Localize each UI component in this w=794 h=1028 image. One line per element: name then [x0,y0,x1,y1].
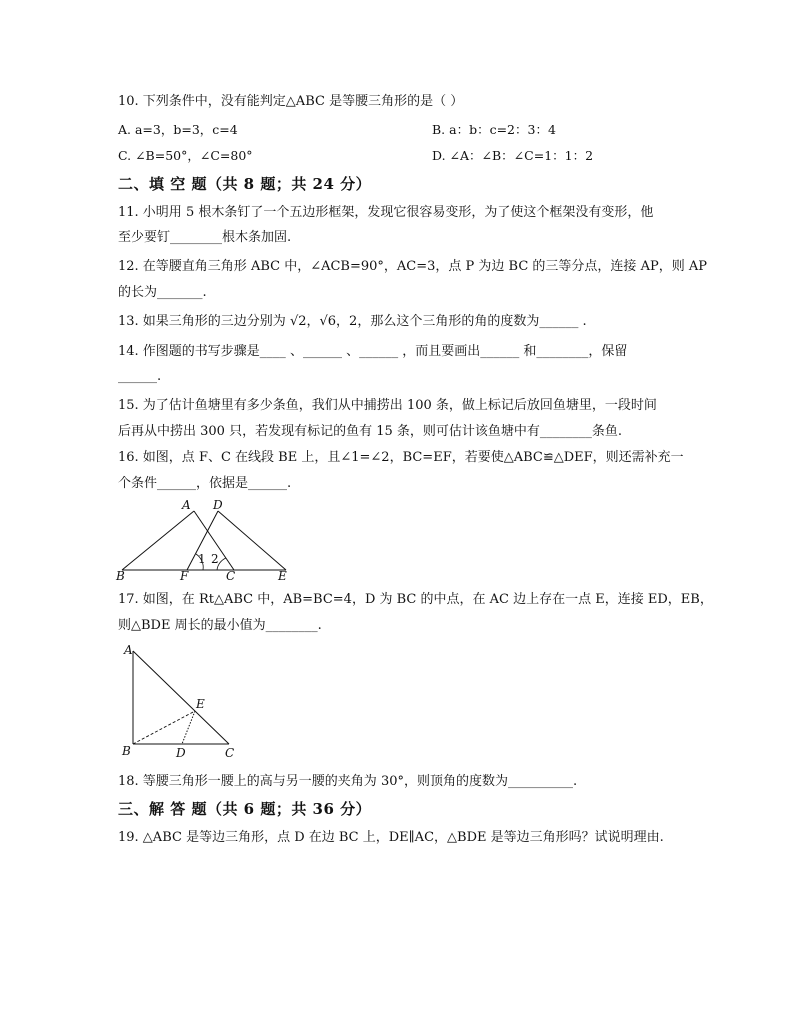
q16-line2: 个条件______，依据是______. [118,476,292,491]
q12-line2: 的长为_______. [118,285,207,300]
q10-option-c: C. ∠B=50°，∠C=80° [118,148,253,163]
q16-label-1: 1 [198,552,206,566]
q16-label-c: C [226,569,236,583]
q17-label-e: E [196,697,205,711]
section3-heading: 三、解 答 题（共 6 题；共 36 分） [118,800,372,818]
q10-option-a: A. a=3，b=3，c=4 [118,122,238,137]
q19-line1: 19. △ABC 是等边三角形，点 D 在边 BC 上，DE∥AC，△BDE 是等边三角形吗？试说明理由. [118,830,664,845]
q17-figure [116,640,246,764]
q17-label-a: A [124,643,133,657]
q15-line2: 后再从中捞出 300 只，若发现有标记的鱼有 15 条，则可估计该鱼塘中有________条鱼. [118,424,623,439]
q16-label-a: A [182,498,191,512]
section2-heading: 二、填 空 题（共 8 题；共 24 分） [118,175,372,193]
q16-label-e: E [278,569,287,583]
q11-line1: 11. 小明用 5 根木条钉了一个五边形框架，发现它很容易变形，为了使这个框架没有变形，他 [118,205,654,220]
q16-figure [112,496,302,584]
q14-line1: 14. 作图题的书写步骤是____ 、______ 、______ ，而且要画出______ 和________，保留 [118,344,628,359]
q17-segment-ed-dotted [182,711,195,744]
q17-label-b: B [122,744,131,758]
q17-segment-be-dashed [133,711,195,744]
q10-stem: 10. 下列条件中，没有能判定△ABC 是等腰三角形的是（ ） [118,94,464,109]
q18-line1: 18. 等腰三角形一腰上的高与另一腰的夹角为 30°，则顶角的度数为__________. [118,774,578,789]
q17-line1: 17. 如图，在 Rt△ABC 中，AB=BC=4，D 为 BC 的中点，在 AC 边上存在一点 E，连接 ED，EB， [118,592,713,607]
q17-segment-ac [133,651,229,744]
q16-label-f: F [180,569,189,583]
q16-label-d: D [213,498,223,512]
q16-label-2: 2 [211,552,219,566]
q17-label-d: D [176,746,186,760]
q13-line1: 13. 如果三角形的三边分别为 √2，√6，2，那么这个三角形的角的度数为______ . [118,314,587,329]
q16-segment-ba [122,511,194,570]
q10-option-b: B. a：b：c=2：3：4 [432,122,556,137]
q10-option-d: D. ∠A：∠B：∠C=1：1：2 [432,148,594,163]
q17-line2: 则△BDE 周长的最小值为________. [118,618,322,633]
q14-line2: ______. [118,369,162,384]
q16-label-b: B [116,569,125,583]
q11-line2: 至少要钉________根木条加固. [118,230,292,245]
q15-line1: 15. 为了估计鱼塘里有多少条鱼，我们从中捕捞出 100 条，做上标记后放回鱼塘里，一段时间 [118,398,657,413]
q12-line1: 12. 在等腰直角三角形 ABC 中，∠ACB=90°，AC=3，点 P 为边 BC 的三等分点，连接 AP，则 AP [118,259,707,274]
q17-label-c: C [225,746,235,760]
q16-line1: 16. 如图，点 F、C 在线段 BE 上，且∠1=∠2，BC=EF，若要使△ABC≌△DEF，则还需补充一 [118,450,684,465]
